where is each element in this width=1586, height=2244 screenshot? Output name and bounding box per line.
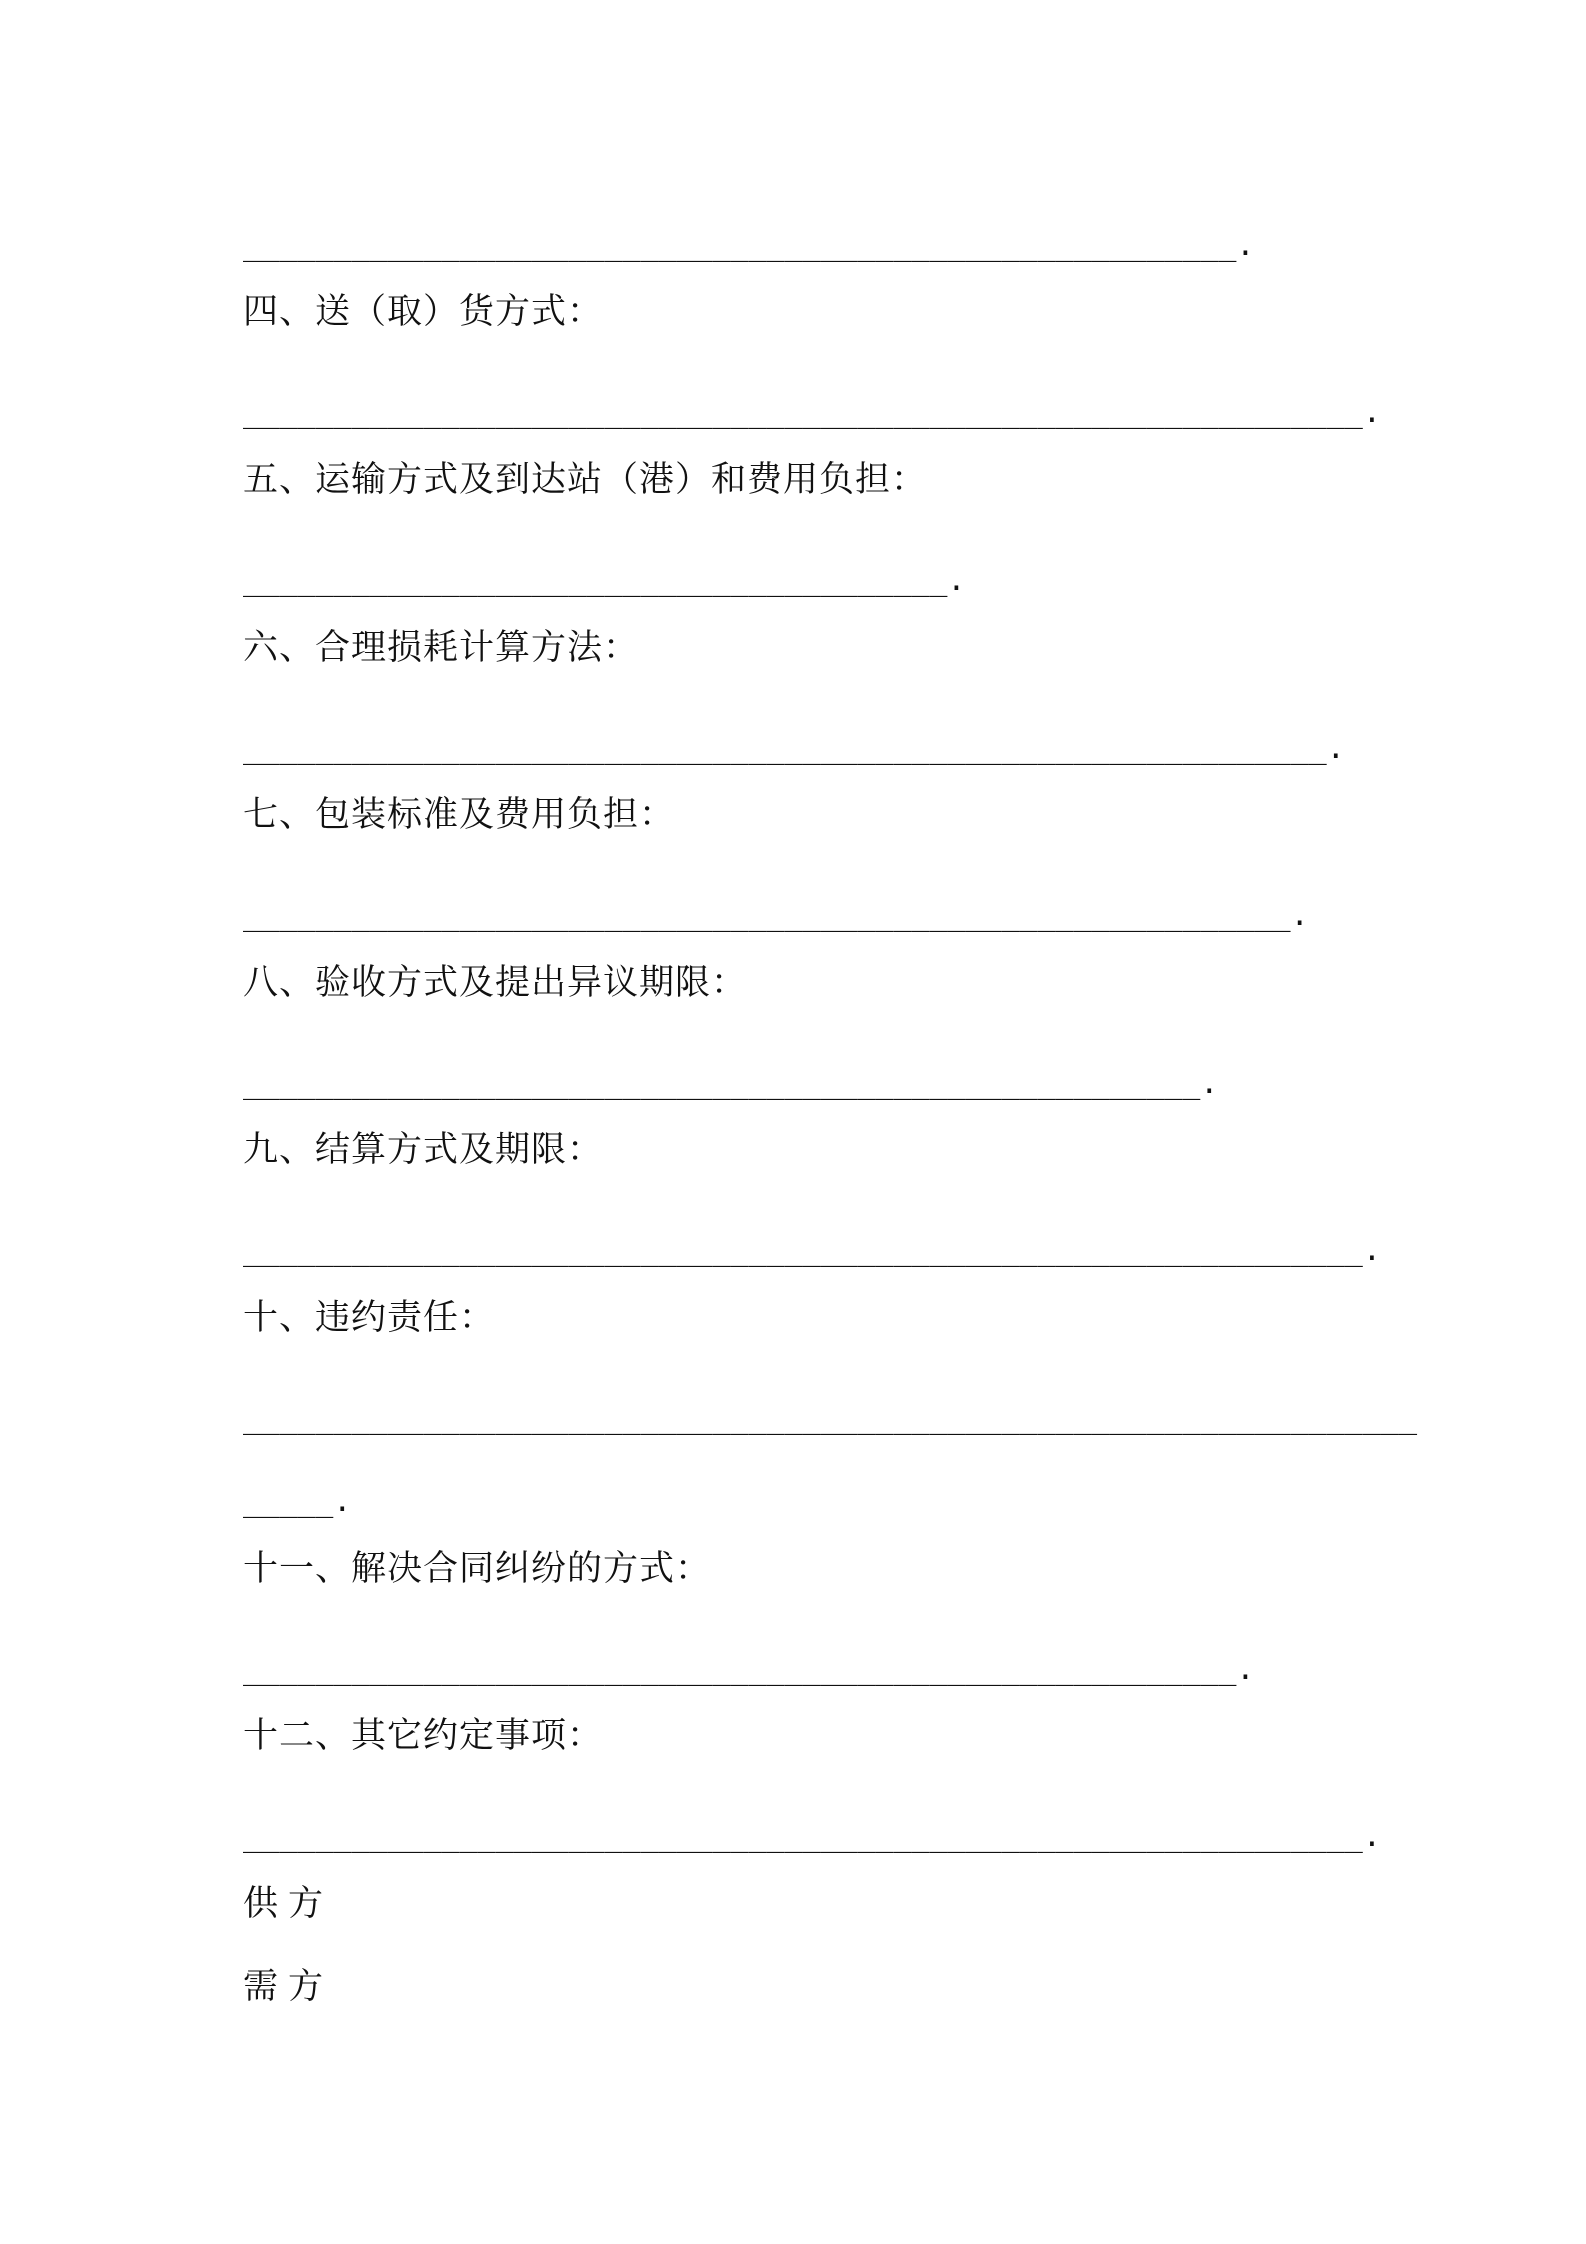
blank-line: _______________________________________. [243, 563, 966, 598]
supplier-label: 供方 [243, 1884, 334, 1924]
blank-line: _______________________________________________________. [243, 1652, 1255, 1687]
buyer-label: 需方 [243, 1967, 334, 2007]
section-heading: 五、运输方式及到达站（港）和费用负担： [243, 460, 928, 500]
blank-line: ____________________________________________________________. [243, 731, 1345, 766]
blank-line: __________________________________________________________. [243, 898, 1309, 933]
blank-line: _______________________________________________________. [243, 228, 1255, 263]
section-heading: 八、验收方式及提出异议期限： [243, 963, 748, 1003]
section-heading: 七、包装标准及费用负担： [243, 795, 676, 835]
section-heading: 四、送（取）货方式： [243, 292, 604, 332]
blank-line: ______________________________________________________________. [243, 395, 1381, 430]
blank-line: _________________________________________________________________ [243, 1401, 1417, 1436]
blank-line: _____. [243, 1484, 352, 1519]
section-heading: 十一、解决合同纠纷的方式： [243, 1549, 712, 1589]
section-heading: 九、结算方式及期限： [243, 1130, 604, 1170]
blank-line: _____________________________________________________. [243, 1066, 1219, 1101]
blank-line: ______________________________________________________________. [243, 1819, 1381, 1854]
section-heading: 十二、其它约定事项： [243, 1716, 604, 1756]
section-heading: 六、合理损耗计算方法： [243, 628, 640, 668]
blank-line: ______________________________________________________________. [243, 1233, 1381, 1268]
section-heading: 十、违约责任： [243, 1298, 496, 1338]
